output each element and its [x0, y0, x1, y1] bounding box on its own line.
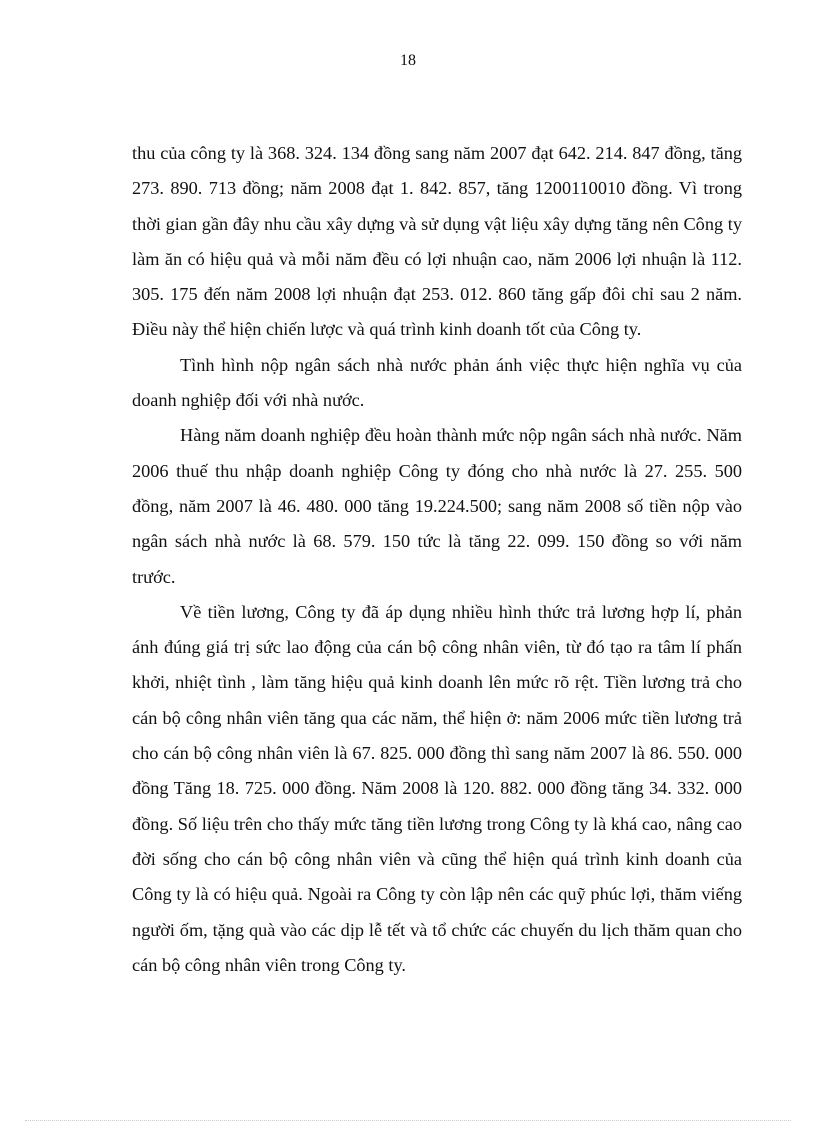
page-number: 18 [400, 52, 416, 69]
paragraph-budget-intro: Tình hình nộp ngân sách nhà nước phản ánh việc thực hiện nghĩa vụ của doanh nghiệp đối với nhà nước. [132, 354, 742, 411]
paragraph-salary: Về tiền lương, Công ty đã áp dụng nhiều hình thức trả lương hợp lí, phản ánh đúng giá trị sức lao động của cán bộ công nhân viên, từ đó tạo ra tâm lí phấn khởi, nhiệt tình , làm tăng hiệu quả kinh doanh lên mức rõ rệt. Tiền lương trả cho cán bộ công nhân viên tăng qua các năm, thể hiện ở: năm 2006 mức tiền lương trả cho cán bộ công nhân viên là 67. 825. 000 đồng thì sang năm 2007 là 86. 550. 000 đồng Tăng 18. 725. 000 đồng. Năm 2008 là 120. 882. 000 đồng tăng 34. 332. 000 đồng. Số liệu trên cho thấy mức tăng tiền lương trong Công ty là khá cao, nâng cao đời sống cho cán bộ công nhân viên và cũng thể hiện quá trình kinh doanh của Công ty là có hiệu quả. Ngoài ra Công ty còn lập nên các quỹ phúc lợi, thăm viếng người ốm, tặng quà vào các dịp lễ tết và tổ chức các chuyến du lịch thăm quan cho cán bộ công nhân viên trong Công ty. [132, 601, 742, 975]
document-body [132, 136, 742, 983]
page-bottom-border [25, 1120, 791, 1121]
paragraph-budget-payments: Hàng năm doanh nghiệp đều hoàn thành mức nộp ngân sách nhà nước. Năm 2006 thuế thu nhập doanh nghiệp Công ty đóng cho nhà nước là 27. 255. 500 đồng, năm 2007 là 46. 480. 000 tăng 19.224.500; sang năm 2008 số tiền nộp vào ngân sách nhà nước là 68. 579. 150 tức là tăng 22. 099. 150 đồng so với năm trước. [132, 425, 742, 587]
paragraph-revenue-profit: thu của công ty là 368. 324. 134 đồng sang năm 2007 đạt 642. 214. 847 đồng, tăng 273. 890. 713 đồng; năm 2008 đạt 1. 842. 857, tăng 1200110010 đồng. Vì trong thời gian gần đây nhu cầu xây dựng và sử dụng vật liệu xây dựng tăng nên Công ty làm ăn có hiệu quả và mỗi năm đều có lợi nhuận cao, năm 2006 lợi nhuận là 112. 305. 175 đến năm 2008 lợi nhuận đạt 253. 012. 860 tăng gấp đôi chỉ sau 2 năm. Điều này thể hiện chiến lược và quá trình kinh doanh tốt của Công ty. [132, 143, 742, 340]
